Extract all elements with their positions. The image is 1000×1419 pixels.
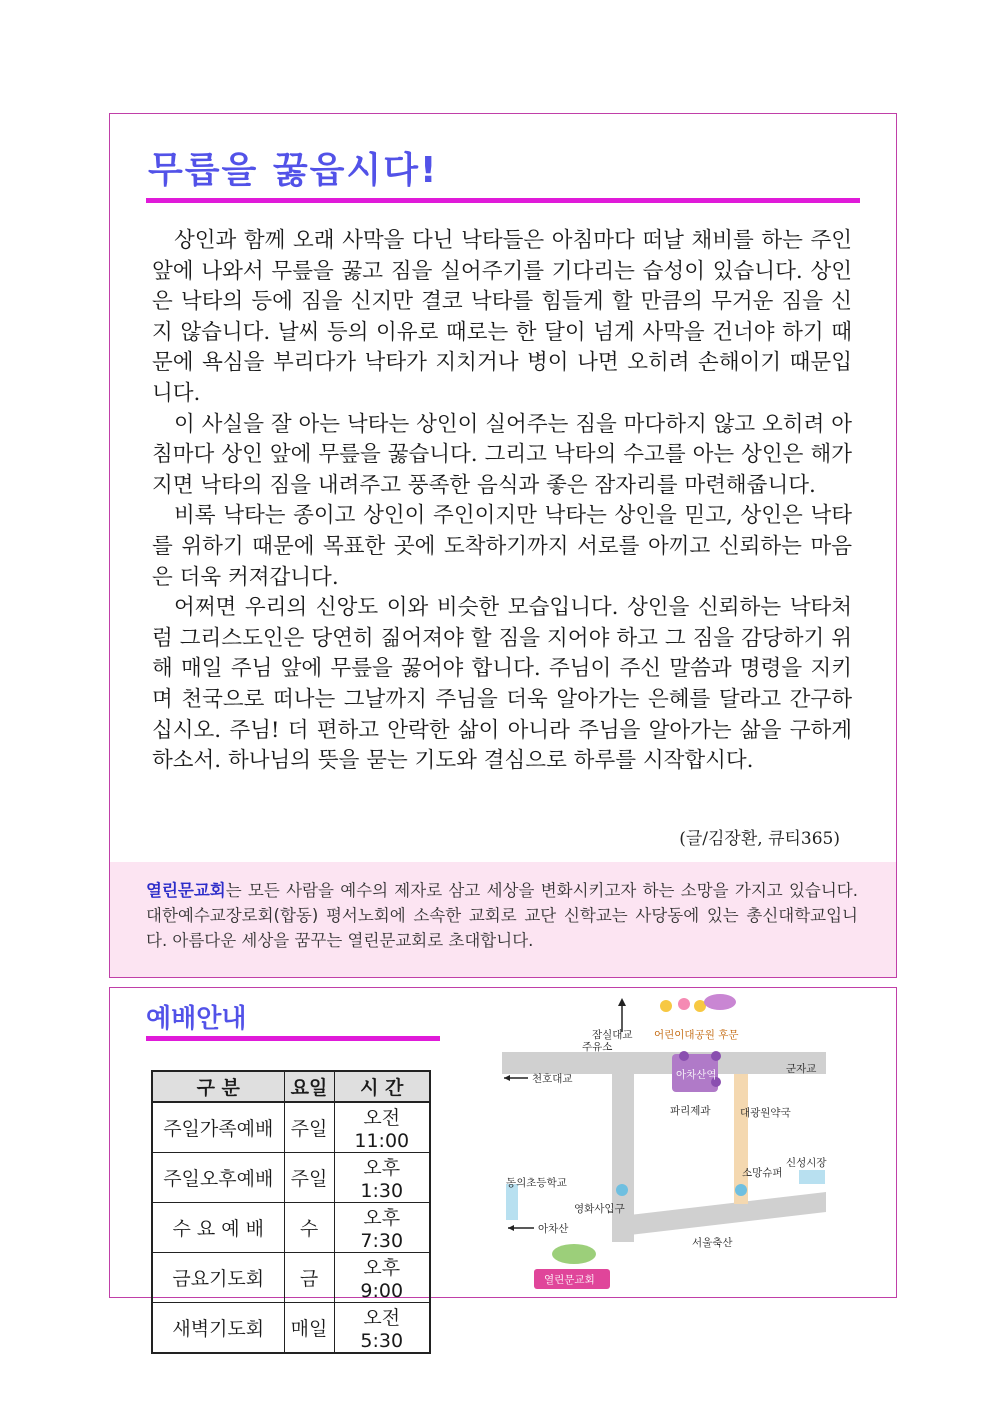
cell-time: 오후 1:30 (334, 1153, 430, 1203)
arrow-head-icon (508, 1225, 514, 1231)
label-cheonho: 천호대교 (532, 1073, 573, 1085)
article-body (152, 226, 852, 777)
cell-service: 주일가족예배 (152, 1102, 284, 1153)
cell-day: 수 (284, 1203, 334, 1253)
bus-stop-icon (616, 1184, 628, 1196)
label-entrance: 영화사입구 (574, 1203, 625, 1215)
flower-icon (678, 998, 690, 1010)
table-header-row (152, 1071, 430, 1102)
bus-stop-icon (735, 1184, 747, 1196)
article-title: 무릅을 꿇읍시다! (148, 150, 439, 191)
label-gas: 주유소 (582, 1041, 613, 1053)
cell-service: 새벽기도회 (152, 1303, 284, 1354)
table-row (152, 1253, 430, 1303)
church-intro (146, 878, 858, 953)
exit-marker (679, 1051, 689, 1061)
header-category: 구 분 (152, 1071, 284, 1102)
church-hill (552, 1244, 596, 1264)
worship-table (151, 1070, 431, 1354)
cell-time: 오후 9:00 (334, 1253, 430, 1303)
worship-box (109, 987, 897, 1352)
label-paris: 파리제과 (670, 1105, 711, 1117)
umbrella-icon (704, 994, 736, 1010)
worship-underline (146, 1036, 440, 1041)
cell-day: 주일 (284, 1153, 334, 1203)
label-achasan: 아차산 (538, 1223, 569, 1235)
label-gunja: 군자교 (786, 1063, 817, 1075)
cell-service: 주일오후예배 (152, 1153, 284, 1203)
cell-time: 오후 7:30 (334, 1203, 430, 1253)
cell-time: 오전11:00 (334, 1102, 430, 1153)
article-credit: (글/김장환, 큐티365) (679, 829, 840, 849)
church-intro-text: 는 모든 사람을 예수의 제자로 삼고 세상을 변화시키고자 하는 소망을 가지고 있습니다. 대한예수교장로회(합동) 평서노회에 소속한 교회로 교단 신학교는 사당동에 있는 총신대학교입니다. 아름다운 세상을 꿈꾸는 열린문교회로 초대합니다. (146, 881, 858, 950)
cell-day: 금 (284, 1253, 334, 1303)
cell-service: 수 요 예 배 (152, 1203, 284, 1253)
article-box (109, 113, 897, 978)
cell-service: 금요기도회 (152, 1253, 284, 1303)
table-row (152, 1203, 430, 1253)
road-horizontal (502, 1052, 826, 1074)
label-pharmacy: 대광원약국 (740, 1107, 791, 1119)
cell-day: 매일 (284, 1303, 334, 1354)
arrow-head-icon (504, 1075, 510, 1081)
school-building (506, 1184, 518, 1220)
label-seoul: 서울축산 (692, 1237, 733, 1249)
paragraph: 이 사실을 잘 아는 낙타는 상인이 실어주는 짐을 마다하지 않고 오히려 아침마다 상인 앞에 무릎을 꿇습니다. 그리고 낙타의 수고를 아는 상인은 해가 지면 낙타의 짐을 내려주고 풍족한 음식과 좋은 잠자리를 마련해줍니다. (152, 411, 852, 498)
arrow-head-icon (618, 998, 626, 1006)
church-name: 열린문교회 (146, 881, 226, 900)
paragraph: 상인과 함께 오래 사막을 다닌 낙타들은 아침마다 떠날 채비를 하는 주인 앞에 나와서 무릎을 꿇고 짐을 실어주기를 기다리는 습성이 있습니다. 상인은 낙타의 등에 짐을 신지만 결코 낙타를 힘들게 할 만큼의 무거운 짐을 신지 않습니다. 날씨 등의 이유로 때로는 한 달이 넘게 사막을 건너야 하기 때문에 욕심을 부리다가 낙타가 지치거나 병이 나면 오히려 손해이기 때문입니다. (152, 228, 852, 406)
table-row (152, 1303, 430, 1354)
cell-day: 주일 (284, 1102, 334, 1153)
label-park: 어린이대공원 후문 (654, 1029, 739, 1041)
market-building (799, 1170, 825, 1184)
road-lower (612, 1192, 826, 1237)
exit-marker (711, 1051, 721, 1061)
label-somang: 소망슈퍼 (742, 1167, 783, 1179)
table-row (152, 1102, 430, 1153)
flower-icon (660, 1000, 672, 1012)
paragraph: 비록 낙타는 종이고 상인이 주인이지만 낙타는 상인을 믿고, 상인은 낙타를 위하기 때문에 목표한 곳에 도착하기까지 서로를 아끼고 신뢰하는 마음은 더욱 커져갑니다. (152, 503, 852, 590)
table-row (152, 1153, 430, 1203)
paragraph: 어쩌면 우리의 신앙도 이와 비슷한 모습입니다. 상인을 신뢰하는 낙타처럼 그리스도인은 당연히 짊어져야 할 짐을 지어야 하고 그 짐을 감당하기 위해 매일 주님 앞에 무릎을 꿇어야 합니다. 주님이 주신 말씀과 명령을 지키며 천국으로 떠나는 그날까지 주님을 더욱 알아가는 은혜를 달라고 간구하십시오. 주님! 더 편하고 안락한 삶이 아니라 주님을 알아가는 삶을 구하게 하소서. 하나님의 뜻을 묻는 기도와 결심으로 하루를 시작합시다. (152, 595, 852, 774)
label-station: 아차산역 (676, 1069, 717, 1081)
header-time: 시 간 (334, 1071, 430, 1102)
cell-time: 오전 5:30 (334, 1303, 430, 1354)
label-church: 열린문교회 (544, 1274, 595, 1286)
header-day: 요일 (284, 1071, 334, 1102)
title-underline (146, 198, 860, 203)
label-school: 동의초등학교 (506, 1177, 567, 1189)
label-sinseong: 신성시장 (786, 1157, 827, 1169)
location-map (494, 992, 832, 1294)
worship-title: 예배안내 (146, 1004, 247, 1034)
label-bridge: 잠실대교 (592, 1029, 633, 1041)
